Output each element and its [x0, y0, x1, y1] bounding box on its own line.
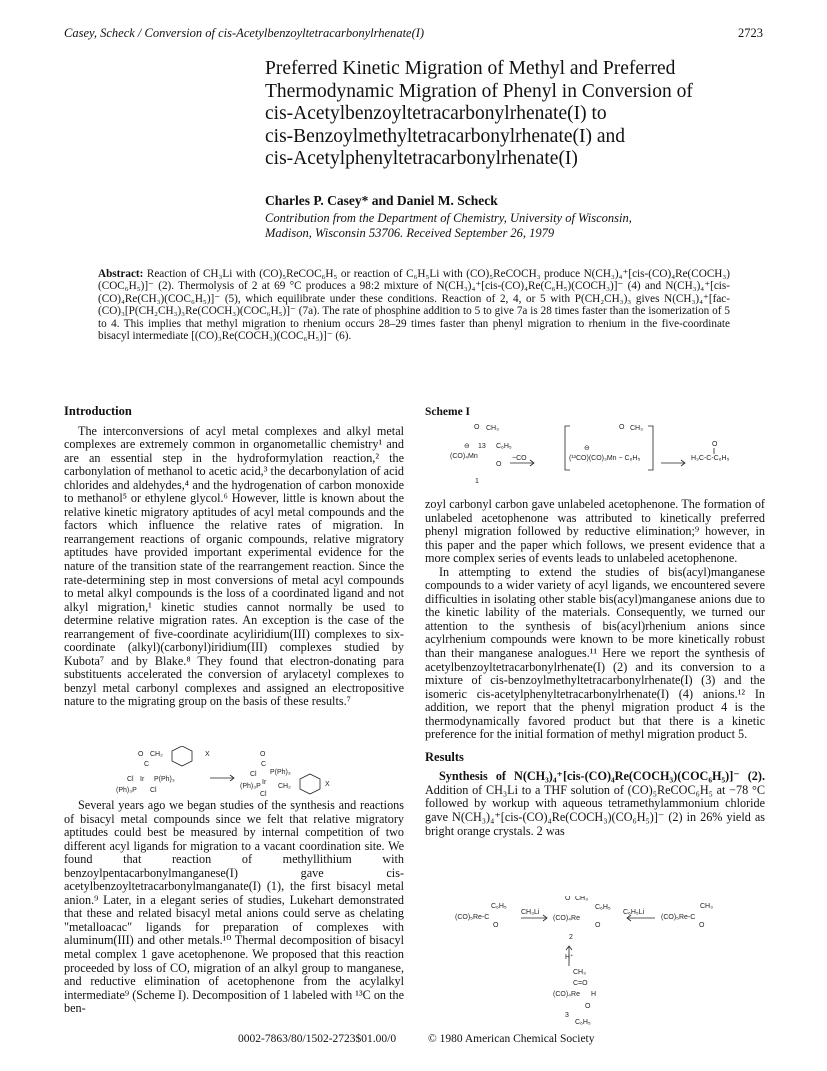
- x-label: X: [205, 751, 210, 758]
- ch3-label: CH₃: [486, 425, 499, 432]
- c6h5-label: C₆H₅: [575, 1019, 591, 1026]
- intermediate-label: (¹³CO)(CO)₃Mn − C₆H₅: [569, 455, 641, 462]
- introduction-heading: Introduction: [64, 404, 132, 418]
- ch3-label: CH₃: [575, 896, 588, 902]
- pph3-label: P(Ph)₃: [270, 769, 291, 776]
- reagent-2-label: C₆H₅Li: [623, 909, 645, 916]
- iridium-rearrangement-diagram: [110, 746, 370, 796]
- ch2-label: CH₂: [278, 783, 291, 790]
- bracket-right: [648, 426, 653, 470]
- affiliation: [265, 211, 632, 241]
- oxygen-label: O: [496, 461, 502, 468]
- c13-label: 13: [478, 443, 486, 450]
- center-complex-label: (CO)₄Re: [553, 991, 580, 998]
- bisacyl-paragraph: In attempting to extend the studies of bis(acyl)manganese compounds to a wider variety of acyl ligands, we encountered severe difficulties in isolating other stable bis(acyl)manganese anions due to the kinetic lability of the materials. Consequently, we turned our attention to the synthesis of bis(acyl)rhenium anions since acylrhenium compounds were known to be more kinetically robust than their manganese analogues.¹¹ Here we report the synthesis of acetylbenzoyltetracarbonylrhenate(I) (2) and its conversion to a mixture of cis-benzoylmethyltetracarbonylrhenate(I) (3) and the isomeric cis-acetylphenyltetracarbonylrhenate(I) (4) anions.¹² In addition, we report that the phenyl migration product 4 is the thermodynamically favored product but that there is a kinetic preference for the initial formation of methyl migration product 5.: [425, 564, 765, 742]
- compound-2-label: 2: [569, 934, 573, 941]
- oxygen-label: O: [619, 424, 625, 431]
- synthesis-text: Addition of CH₃Li to a THF solution of (CO)₅ReCOC₆H₅ at −78 °C followed by workup with aqueous tetramethylammonium chloride gave N(CH₃)₄⁺[cis-(CO)₄Re(COCH₃)(CO₆H₅)]⁻ (2) in 26% yield as bright orange crystals. 2 was: [425, 782, 765, 838]
- article-title: [265, 58, 785, 171]
- carbon-label: C: [144, 761, 150, 768]
- oxygen-label: O: [595, 922, 601, 929]
- carbon-label: C: [261, 761, 267, 768]
- oxygen-label: O: [474, 424, 480, 431]
- ph3p-label: (Ph)₃P: [116, 787, 137, 794]
- synthesis-heading: Synthesis of N(CH₃)₄⁺[cis-(CO)₄Re(COCH₃)(COC₆H₅)]⁻ (2).: [439, 769, 765, 784]
- oxygen-label: O: [138, 751, 144, 758]
- authors: Charles P. Casey* and Daniel M. Scheck: [265, 193, 498, 208]
- footer-code: 0002-7863/80/1502-2723$01.00/0: [238, 1033, 397, 1045]
- ph3p-label: (Ph)₃P: [240, 783, 261, 790]
- benzene-ring: [172, 746, 192, 766]
- bracket-left: [565, 426, 570, 470]
- page-number: 2723: [738, 26, 763, 40]
- product-label: H₃C-C-C₆H₅: [691, 455, 730, 462]
- scheme-1-label: Scheme I: [425, 406, 471, 418]
- abstract: [98, 268, 730, 342]
- abstract-text: Reaction of CH₃Li with (CO)₅ReCOC₆H₅ or reaction of C₆H₅Li with (CO)₅ReCOCH₃ produce N(CH₃)₄⁺[cis-(CO)₄Re(COCH₃)(COC₆H₅)]⁻ (2). Thermolysis of 2 at 69 °C produces a 98:2 mixture of N(CH₃)₄⁺[cis-(CO)₄Re(C₆H₅)(COCH₃)]⁻ (4) and N(CH₃)₄⁺[cis-(CO)₄Re(CH₃)(COC₆H₅)]⁻ (5), which equilibrate under these conditions. Reaction of 2, 4, or 5 with P(CH₂CH₃)₃ gives N(CH₃)₄⁺[fac-(CO)₃[P(CH₂CH₃)₃Re(COCH₃)(COC₆H₅)]⁻ (7a). The rate of phosphine addition to 5 to give 7a is 28 times faster than the isomerization of 5 to 4. This implies that methyl migration to rhenium occurs 28–29 times faster than phenyl migration to rhenium in the five-coordinate bisacyl intermediate [(CO)₃Re(COCH₃)(COC₆H₅)]⁻ (6).: [98, 268, 730, 343]
- title-line: Thermodynamic Migration of Phenyl in Conversion of: [265, 80, 693, 102]
- c6h5-label: C₆H₅: [595, 904, 611, 911]
- intro-paragraph-2: Several years ago we began studies of the synthesis and reactions of bisacyl metal compounds since we felt that relative migratory aptitudes could best be measured by internal competition of two different acyl ligands for migration to a vacant coordination site. We found that reaction of methyllithium with benzoylpentacarbonylmanganese(I) gave cis-acetylbenzoyltetracarbonylmanganate(I) (1), the first bisacyl metal anion.⁹ Later, in a elegant series of studies, Lukehart demonstrated that these and related bisacyl metal anions could serve as chelating "metalloacac" ligands for preparation of complexes with aluminum(III) and other metals.¹⁰ Thermal decomposition of bisacyl metal complex 1 gave acetophenone. We proposed that this reaction proceeded by loss of CO, migration of an alkyl group to manganese, and reductive elimination of acetophenone from the acylalkyl intermediate⁹ (Scheme I). Decomposition of 1 labeled with ¹³C on the ben-: [64, 798, 404, 1016]
- reagent-1-label: CH₃Li: [521, 909, 540, 916]
- hydrogen-label: H: [591, 991, 597, 998]
- right-reagent-label: (CO)₅Re-C: [661, 914, 696, 921]
- scheme-discussion-paragraph: zoyl carbonyl carbon gave unlabeled acetophenone. The formation of unlabeled acetophenone was attributed to kinetically preferred phenyl migration followed by reductive elimination;⁹ however, in this paper and the paper which follows, we present evidence that a more complex series of events leads to unlabeled acetophenone.: [425, 497, 765, 566]
- center-complex-label: (CO)₄Re: [553, 915, 580, 922]
- charge-symbol: ⊖: [464, 443, 470, 450]
- cl-label: Cl: [250, 771, 257, 778]
- left-column: [64, 405, 404, 709]
- affiliation-line: Madison, Wisconsin 53706. Received September 26, 1979: [265, 226, 555, 240]
- ch3-label: CH₃: [700, 903, 713, 910]
- ch3-label: CH₃: [630, 425, 643, 432]
- ch3-label: CH₃: [573, 969, 586, 976]
- abstract-label: Abstract:: [98, 268, 144, 280]
- reactant-label: (CO)₄Mn: [450, 453, 478, 460]
- compound-1-label: 1: [475, 478, 479, 485]
- ir-label: Ir: [140, 776, 145, 783]
- h-plus-label: H⁺: [565, 954, 574, 961]
- synthesis-scheme-diagram: [455, 896, 745, 1028]
- footer-copyright: © 1980 American Chemical Society: [428, 1033, 595, 1045]
- title-line: Preferred Kinetic Migration of Methyl and Preferred: [265, 58, 676, 79]
- oxygen-label: O: [565, 896, 571, 902]
- oxygen-label: O: [260, 751, 266, 758]
- ir-label: Ir: [262, 779, 267, 786]
- cl-label: Cl: [260, 791, 267, 796]
- pph3-label: P(Ph)₃: [154, 776, 175, 783]
- oxygen-label: O: [585, 1003, 591, 1010]
- minus-co-label: −CO: [512, 455, 527, 462]
- carbonyl-label: C=O: [573, 980, 588, 987]
- c6h5-label: C₆H₅: [491, 903, 507, 910]
- ch2-label: CH₂: [150, 751, 163, 758]
- running-head: Casey, Scheck / Conversion of cis-Acetylbenzoyltetracarbonylrhenate(I): [64, 26, 425, 40]
- left-reagent-label: (CO)₅Re-C: [455, 914, 490, 921]
- oxygen-label: O: [699, 922, 705, 929]
- scheme-1-diagram: [426, 420, 766, 492]
- oxygen-label: O: [712, 441, 718, 448]
- charge-symbol: ⊖: [584, 445, 590, 452]
- x-label: X: [325, 781, 330, 788]
- intro-paragraph-1: The interconversions of acyl metal complexes and alkyl metal complexes are extremely common in organometallic chemistry¹ and are an essential step in the hydroformylation reaction,² the carbonylation of methanol to acetic acid,³ the decarbonylation of acid chlorides and aldehydes,⁴ and the hydrogenation of carbon monoxide to methanol⁵ or ethylene glycol.⁶ However, little is known about the relative kinetic migratory aptitudes of acyl metal compounds and the factors which influence the relative rates of migration. In rearrangement reactions of organic compounds, relative migratory aptitudes have provided important experimental evidence for the nature of the transition state of the rearrangement reaction. Since the rate-determining step in most conversions of metal acyl compounds to metal alkyl compounds is the loss of a coordinated ligand and not alkyl migration,¹ kinetic studies cannot normally be used to determine relative migration rates. An exception is the case of the rearrangement of five-coordinate acyliridium(III) complexes to six-coordinate (alkyl)(carbonyl)iridium(III) complexes studied by Kubota⁷ and by Blake.⁸ They found that electron-donating para substituents accelerated the conversion of arylacetyl complexes to benzyl metal carbonyl complexes and assigned an electropositive nature to the migrating group on the basis of these results.⁷: [64, 423, 404, 709]
- left-column-continued: [64, 799, 404, 1016]
- title-line: cis-Acetylbenzoyltetracarbonylrhenate(I) to: [265, 103, 607, 124]
- title-line: cis-Acetylphenyltetracarbonylrhenate(I): [265, 148, 578, 169]
- title-line: cis-Benzoylmethyltetracarbonylrhenate(I) and: [265, 125, 626, 147]
- oxygen-label: O: [493, 922, 499, 929]
- cl-label: Cl: [127, 776, 134, 783]
- results-heading: Results: [425, 749, 464, 764]
- benzene-ring: [300, 774, 320, 794]
- synthesis-paragraph: [425, 770, 765, 838]
- compound-3-label: 3: [565, 1012, 569, 1019]
- affiliation-line: Contribution from the Department of Chemistry, University of Wisconsin,: [265, 211, 632, 225]
- c6h5-label: C₆H₅: [496, 443, 512, 450]
- right-column: [425, 498, 765, 838]
- cl-label: Cl: [150, 787, 157, 794]
